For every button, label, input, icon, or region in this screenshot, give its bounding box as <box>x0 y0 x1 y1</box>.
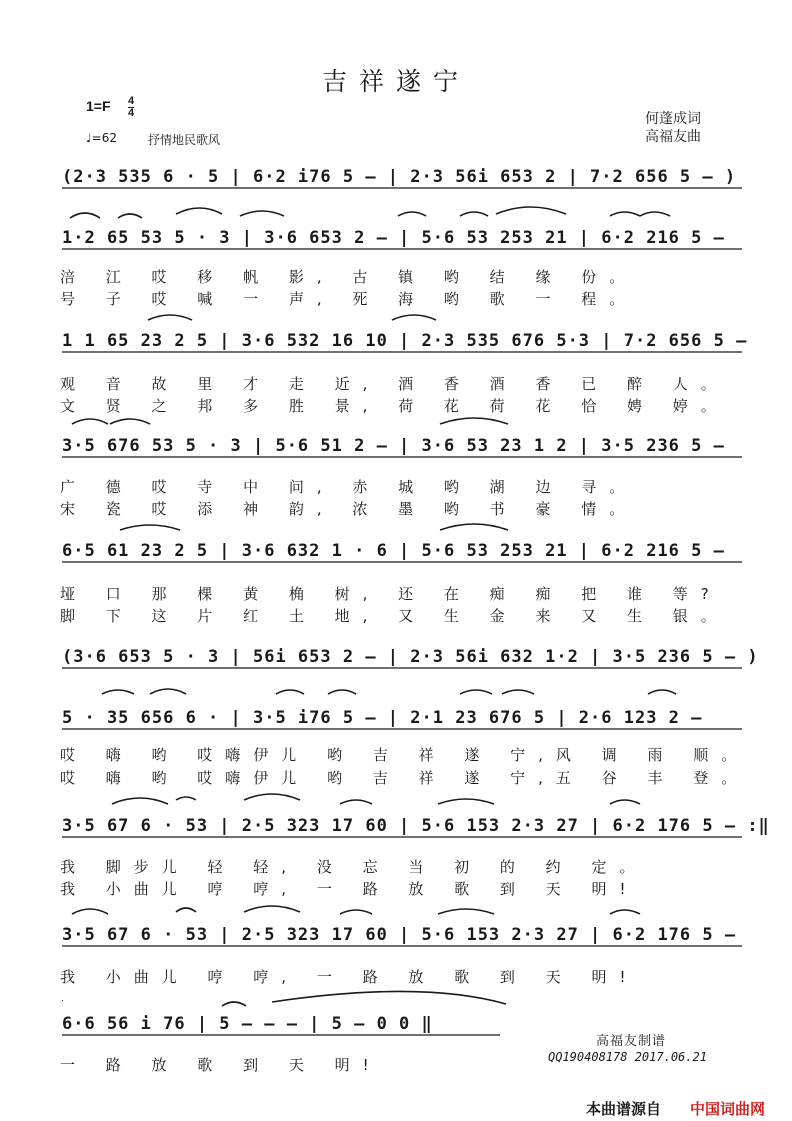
time-sig-top: 4 <box>128 95 135 107</box>
style-marking: 抒情地民歌风 <box>148 133 221 147</box>
arranger-credit: 高福友制谱 <box>596 1034 667 1049</box>
time-sig-bottom: 4 <box>128 107 135 119</box>
lyric-line-7-verse-2: 哎 嗨 哟 哎嗨伊儿 哟 吉 祥 遂 宁,五 谷 丰 登。 <box>60 769 750 787</box>
source-site-link[interactable]: 中国词曲网 <box>690 1100 766 1118</box>
notation-line-5: 6·5 61 23 2 5 | 3·6 632 1 · 6 | 5·6 53 253 21 | 6·2 216 5 – <box>62 541 725 561</box>
composer-credit: 高福友曲 <box>645 129 701 145</box>
tempo-marking: ♩=62 <box>86 131 117 145</box>
lyric-line-5-verse-1: 垭 口 那 棵 黄 桷 树, 还 在 痴 痴 把 谁 等? <box>60 585 722 603</box>
key-signature: 1=F <box>86 98 111 114</box>
source-label: 本曲谱源自 <box>586 1100 662 1118</box>
notation-line-4: 3·5 676 53 5 · 3 | 5·6 51 2 – | 3·6 53 23 1 2 | 3·5 236 5 – <box>62 436 725 456</box>
notation-line-3: 1 1 65 23 2 5 | 3·6 532 16 10 | 2·3 535 676 5·3 | 7·2 656 5 – <box>62 331 748 351</box>
notation-line-7: 5 · 35 656 6 · | 3·5 i76 5 – | 2·1 23 676 5 | 2·6 123 2 – <box>62 708 703 728</box>
lyric-line-4-verse-1: 广 德 哎 寺 中 问, 赤 城 哟 湖 边 寻。 <box>60 478 638 496</box>
notation-line-1: (2·3 535 6 · 5 | 6·2 i76 5 – | 2·3 56i 653 2 | 7·2 656 5 – ) <box>62 167 737 187</box>
song-title: 吉祥遂宁 <box>321 67 470 96</box>
lyric-line-8-verse-1: 我 脚步儿 轻 轻, 没 忘 当 初 的 约 定。 <box>60 858 648 876</box>
lyric-line-3-verse-2: 文 贤 之 邦 多 胜 景, 荷 花 荷 花 恰 娉 婷。 <box>60 397 729 415</box>
lyric-line-10-verse-1: 一 路 放 歌 到 天 明! <box>60 1056 382 1074</box>
notation-line-2: 1·2 65 53 5 · 3 | 3·6 653 2 – | 5·6 53 253 21 | 6·2 216 5 – <box>62 228 725 248</box>
lyric-line-2-verse-2: 号 子 哎 喊 一 声, 死 海 哟 歌 一 程。 <box>60 290 638 308</box>
lyric-line-9-verse-1: 我 小曲儿 哼 哼, 一 路 放 歌 到 天 明! <box>60 968 639 986</box>
lyric-line-4-verse-2: 宋 瓷 哎 添 神 韵, 浓 墨 哟 书 豪 情。 <box>60 500 638 518</box>
contact-date: QQ190408178 2017.06.21 <box>548 1050 707 1064</box>
lyric-line-5-verse-2: 脚 下 这 片 红 土 地, 又 生 金 来 又 生 银。 <box>60 607 729 625</box>
lyric-line-2-verse-1: 涪 江 哎 移 帆 影, 古 镇 哟 结 缘 份。 <box>60 268 638 286</box>
notation-line-10: 6·6 56 i 76 | 5 – – – | 5 – 0 0 ‖ <box>62 1014 433 1034</box>
lyric-line-8-verse-2: 我 小曲儿 哼 哼, 一 路 放 歌 到 天 明! <box>60 880 639 898</box>
notation-line-8: 3·5 67 6 · 53 | 2·5 323 17 60 | 5·6 153 2·3 27 | 6·2 176 5 – :‖ <box>62 816 770 836</box>
notation-line-9: 3·5 67 6 · 53 | 2·5 323 17 60 | 5·6 153 2·3 27 | 6·2 176 5 – <box>62 925 737 945</box>
lyricist-credit: 何蓬成词 <box>645 111 701 127</box>
notation-line-6: (3·6 653 5 · 3 | 56i 653 2 – | 2·3 56i 632 1·2 | 3·5 236 5 – ) <box>62 647 759 667</box>
lyric-line-3-verse-1: 观 音 故 里 才 走 近, 酒 香 酒 香 已 醉 人。 <box>60 375 729 393</box>
lyric-line-7-verse-1: 哎 嗨 哟 哎嗨伊儿 哟 吉 祥 遂 宁,风 调 雨 顺。 <box>60 746 750 764</box>
